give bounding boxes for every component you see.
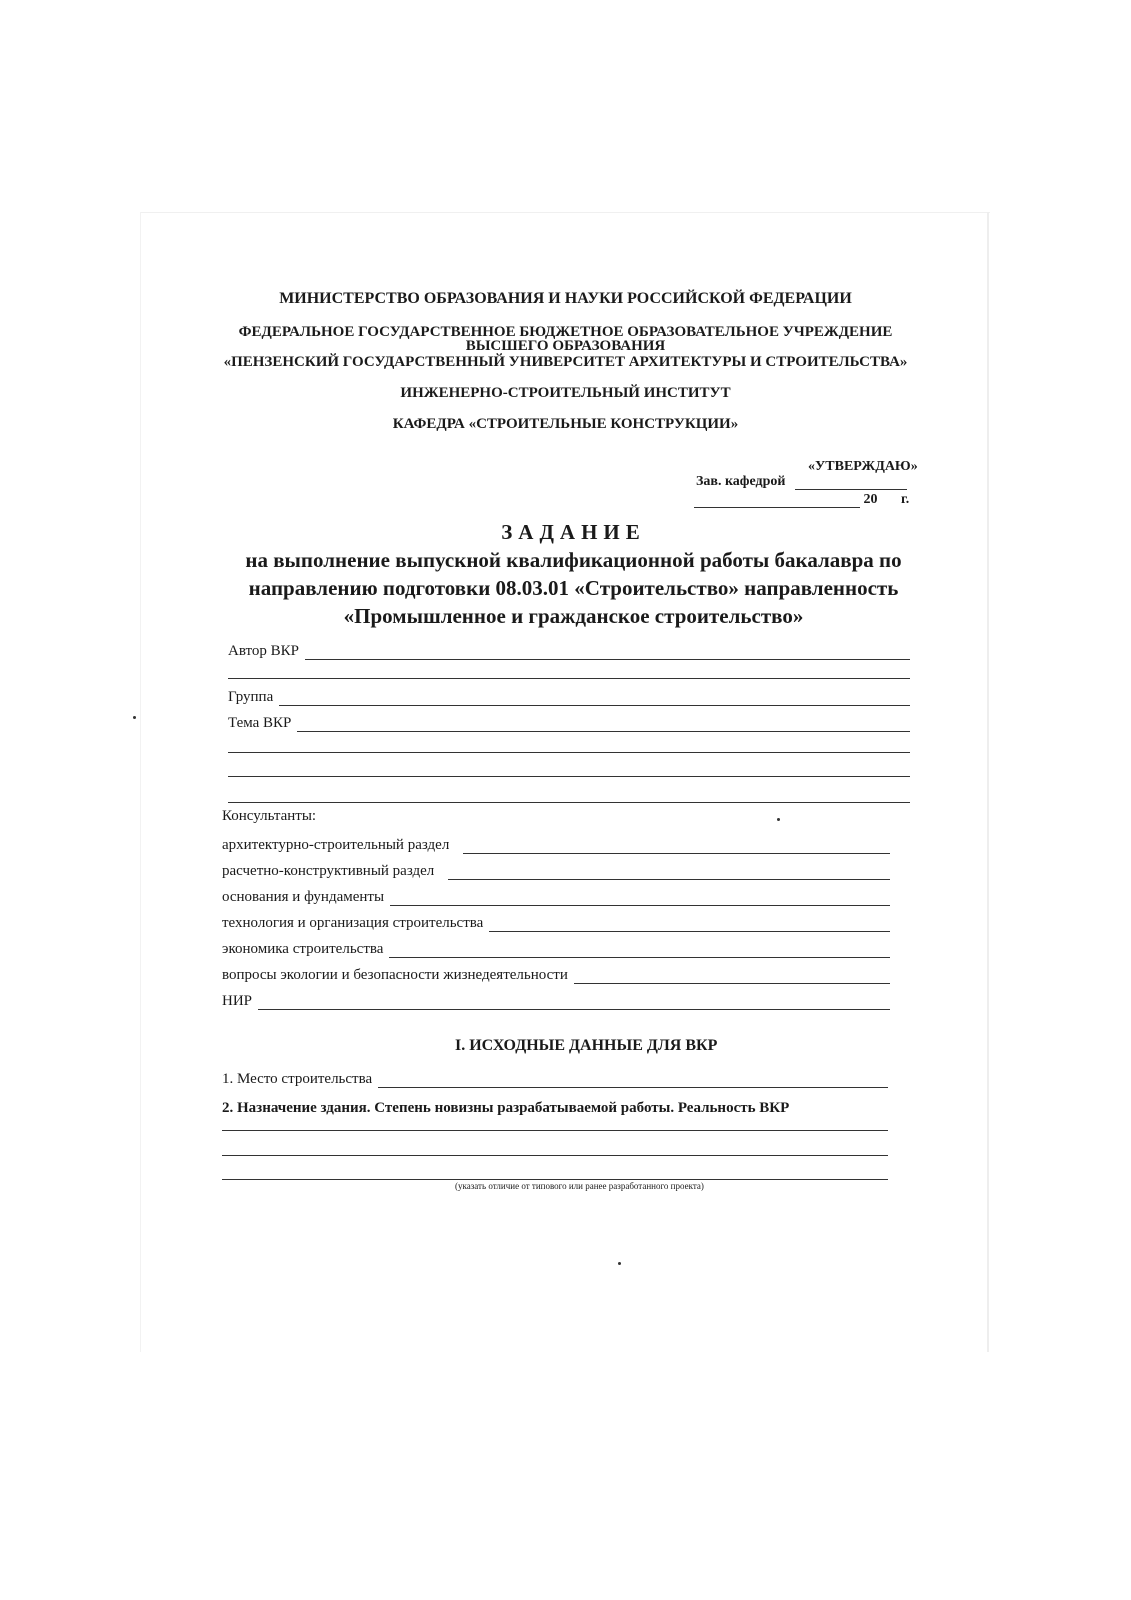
group-input-line[interactable] (279, 691, 910, 706)
consultant-row (222, 990, 890, 1010)
sheet-edge-top (140, 212, 990, 213)
section-heading: I. ИСХОДНЫЕ ДАННЫЕ ДЛЯ ВКР (455, 1037, 718, 1054)
title-line2: направлению подготовки 08.03.01 «Строительство» направленность (248, 576, 899, 600)
scan-speck (618, 1262, 621, 1265)
consultant-input-line[interactable] (463, 839, 890, 854)
consultants-heading: Консультанты: (222, 808, 317, 824)
consultant-input-line[interactable] (448, 865, 890, 880)
consultant-label: вопросы экологии и безопасности жизнедеятельности (222, 967, 568, 983)
group-label: Группа (228, 689, 274, 705)
consultant-input-line[interactable] (489, 917, 890, 932)
purpose-line-2[interactable] (222, 1155, 888, 1156)
consultant-row (222, 912, 890, 932)
approval-date-line (694, 492, 909, 508)
topic-extra-line-2[interactable] (228, 776, 910, 777)
department-name: КАФЕДРА «СТРОИТЕЛЬНЫЕ КОНСТРУКЦИИ» (392, 416, 739, 432)
construction-site-input-line[interactable] (378, 1073, 888, 1088)
consultant-label: экономика строительства (222, 941, 384, 957)
approval-stamp-label: «УТВЕРЖДАЮ» (808, 459, 918, 474)
consultant-input-line[interactable] (390, 891, 890, 906)
head-of-department-label: Зав. кафедрой (696, 474, 786, 489)
topic-label: Тема ВКР (228, 715, 292, 731)
topic-field (228, 712, 910, 732)
institution-line1: ФЕДЕРАЛЬНОЕ ГОСУДАРСТВЕННОЕ БЮДЖЕТНОЕ ОБРАЗОВАТЕЛЬНОЕ УЧРЕЖДЕНИЕ (238, 324, 893, 340)
consultant-input-line[interactable] (574, 969, 890, 984)
building-purpose-heading: 2. Назначение здания. Степень новизны разрабатываемой работы. Реальность ВКР (222, 1100, 790, 1116)
head-of-department-line (696, 474, 907, 490)
construction-site-field (222, 1068, 888, 1088)
title-line3: «Промышленное и гражданское строительство» (343, 604, 804, 628)
consultant-label: архитектурно-строительный раздел (222, 837, 450, 853)
author-field (228, 640, 910, 660)
head-signature-line[interactable] (795, 489, 907, 490)
purpose-line-3[interactable] (222, 1179, 888, 1180)
sheet-edge-left (140, 212, 141, 1352)
sheet-edge-right (987, 212, 989, 1352)
ministry-heading: МИНИСТЕРСТВО ОБРАЗОВАНИЯ И НАУКИ РОССИЙСКОЙ ФЕДЕРАЦИИ (279, 290, 852, 307)
consultant-row (222, 886, 890, 906)
institution-line2: ВЫСШЕГО ОБРАЗОВАНИЯ (465, 338, 666, 354)
university-name: «ПЕНЗЕНСКИЙ ГОСУДАРСТВЕННЫЙ УНИВЕРСИТЕТ АРХИТЕКТУРЫ И СТРОИТЕЛЬСТВА» (223, 354, 908, 370)
author-label: Автор ВКР (228, 643, 300, 659)
topic-extra-line-1[interactable] (228, 752, 910, 753)
topic-input-line[interactable] (297, 717, 910, 732)
consultant-row (222, 938, 890, 958)
approval-date-blank[interactable] (694, 507, 860, 508)
consultant-label: НИР (222, 993, 253, 1009)
purpose-line-1[interactable] (222, 1130, 888, 1131)
construction-site-label: 1. Место строительства (222, 1071, 373, 1087)
consultant-label: технология и организация строительства (222, 915, 484, 931)
consultant-row (222, 964, 890, 984)
title-line1: на выполнение выпускной квалификационной работы бакалавра по (245, 548, 902, 572)
consultant-row (222, 860, 890, 880)
year-prefix: 20 (863, 492, 878, 507)
topic-extra-line-3[interactable] (228, 802, 910, 803)
group-field (228, 686, 910, 706)
scan-speck (133, 716, 136, 719)
author-input-line[interactable] (305, 645, 910, 660)
institute-name: ИНЖЕНЕРНО-СТРОИТЕЛЬНЫЙ ИНСТИТУТ (400, 385, 731, 401)
year-suffix: г. (901, 492, 910, 507)
purpose-caption: (указать отличие от типового или ранее разработанного проекта) (455, 1181, 704, 1191)
consultant-row (222, 834, 890, 854)
author-extra-line[interactable] (228, 678, 910, 679)
document-title: ЗАДАНИЕ (501, 520, 646, 544)
consultant-label: основания и фундаменты (222, 889, 385, 905)
scan-speck (777, 818, 780, 821)
consultant-input-line[interactable] (258, 995, 890, 1010)
consultant-label: расчетно-конструктивный раздел (222, 863, 435, 879)
consultant-input-line[interactable] (389, 943, 890, 958)
